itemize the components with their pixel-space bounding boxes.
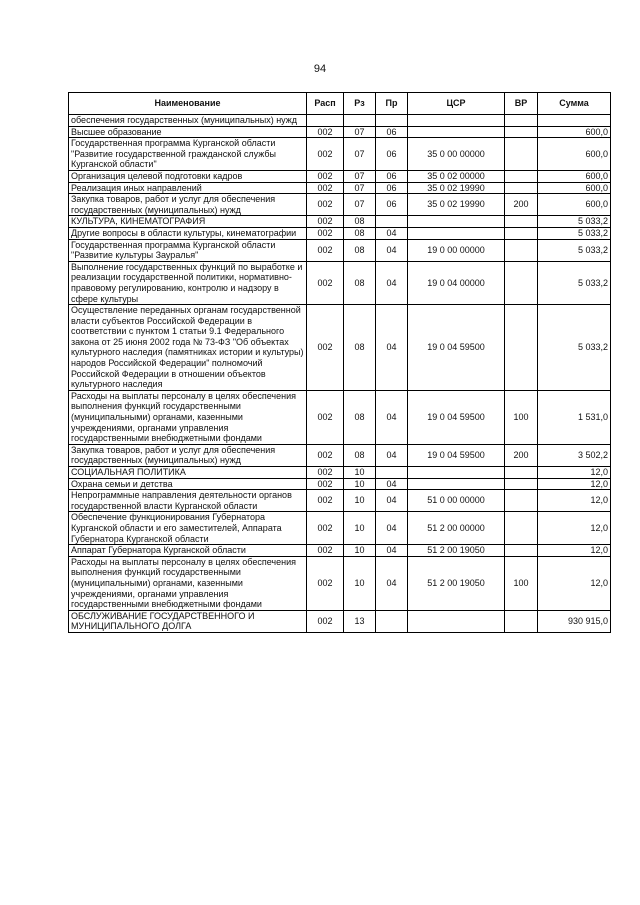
row-csr: 51 2 00 19050: [408, 545, 505, 557]
row-pr: 06: [376, 126, 408, 138]
header-rasp: Расп: [307, 93, 344, 115]
row-csr: [408, 126, 505, 138]
row-vr: [505, 305, 538, 391]
row-sum: 12,0: [538, 467, 611, 479]
row-csr: 51 2 00 00000: [408, 512, 505, 545]
row-rz: 08: [344, 444, 376, 466]
row-pr: 06: [376, 170, 408, 182]
row-name: Закупка товаров, работ и услуг для обеспечения государственных (муниципальных) нужд: [69, 444, 307, 466]
table-row: [69, 512, 611, 545]
row-sum: 5 033,2: [538, 216, 611, 228]
row-rz: 07: [344, 138, 376, 171]
row-vr: [505, 478, 538, 490]
row-sum: 600,0: [538, 194, 611, 216]
row-vr: [505, 512, 538, 545]
row-vr: 100: [505, 390, 538, 444]
row-csr: 35 0 00 00000: [408, 138, 505, 171]
row-name: Другие вопросы в области культуры, кинематографии: [69, 227, 307, 239]
header-rz: Рз: [344, 93, 376, 115]
row-pr: 04: [376, 545, 408, 557]
row-rz: 13: [344, 610, 376, 632]
row-rasp: 002: [307, 261, 344, 304]
row-rasp: 002: [307, 194, 344, 216]
row-name: Расходы на выплаты персоналу в целях обеспечения выполнения функций государственными (муниципальными) органами, казенными учреждениями, органами управления государственными внебюджетными фондами: [69, 556, 307, 610]
row-sum: 930 915,0: [538, 610, 611, 632]
row-rasp: 002: [307, 490, 344, 512]
row-rz: 08: [344, 216, 376, 228]
table-row: [69, 138, 611, 171]
row-name: ОБСЛУЖИВАНИЕ ГОСУДАРСТВЕННОГО И МУНИЦИПАЛЬНОГО ДОЛГА: [69, 610, 307, 632]
row-sum: 12,0: [538, 556, 611, 610]
row-name: Расходы на выплаты персоналу в целях обеспечения выполнения функций государственными (муниципальными) органами, казенными учреждениями, органами управления государственными внебюджетными фондами: [69, 390, 307, 444]
row-rasp: 002: [307, 512, 344, 545]
row-rz: 08: [344, 239, 376, 261]
table-row: [69, 115, 611, 127]
row-sum: 12,0: [538, 490, 611, 512]
table-row: [69, 444, 611, 466]
row-name: Закупка товаров, работ и услуг для обеспечения государственных (муниципальных) нужд: [69, 194, 307, 216]
row-rasp: 002: [307, 444, 344, 466]
row-csr: 51 2 00 19050: [408, 556, 505, 610]
header-vr: ВР: [505, 93, 538, 115]
row-rz: 10: [344, 478, 376, 490]
row-vr: 200: [505, 194, 538, 216]
row-rasp: 002: [307, 126, 344, 138]
row-rasp: 002: [307, 305, 344, 391]
table-row: [69, 390, 611, 444]
table-row: [69, 556, 611, 610]
table-row: [69, 545, 611, 557]
row-rasp: 002: [307, 216, 344, 228]
table-header-row: [69, 93, 611, 115]
row-csr: 35 0 02 19990: [408, 182, 505, 194]
row-sum: 600,0: [538, 138, 611, 171]
row-name: Аппарат Губернатора Курганской области: [69, 545, 307, 557]
row-csr: [408, 216, 505, 228]
row-sum: 12,0: [538, 545, 611, 557]
row-rz: 10: [344, 512, 376, 545]
table-row: [69, 467, 611, 479]
row-name: Выполнение государственных функций по выработке и реализации государственной политики, нормативно-правовому регулированию, контролю и надзору в сфере культуры: [69, 261, 307, 304]
row-csr: 19 0 04 59500: [408, 444, 505, 466]
row-pr: 04: [376, 261, 408, 304]
row-rz: 10: [344, 556, 376, 610]
row-pr: 04: [376, 556, 408, 610]
table-row: [69, 126, 611, 138]
row-name: Организация целевой подготовки кадров: [69, 170, 307, 182]
row-rz: [344, 115, 376, 127]
row-pr: 06: [376, 182, 408, 194]
budget-table: [68, 92, 611, 633]
row-rasp: 002: [307, 556, 344, 610]
row-vr: [505, 545, 538, 557]
row-rasp: 002: [307, 545, 344, 557]
row-rz: 10: [344, 467, 376, 479]
row-rasp: 002: [307, 138, 344, 171]
row-rasp: 002: [307, 610, 344, 632]
row-vr: [505, 227, 538, 239]
row-name: Высшее образование: [69, 126, 307, 138]
row-rasp: 002: [307, 182, 344, 194]
row-pr: 06: [376, 194, 408, 216]
table-row: [69, 261, 611, 304]
row-pr: [376, 467, 408, 479]
table-row: [69, 227, 611, 239]
row-name: КУЛЬТУРА, КИНЕМАТОГРАФИЯ: [69, 216, 307, 228]
row-csr: [408, 610, 505, 632]
row-rasp: [307, 115, 344, 127]
row-sum: 1 531,0: [538, 390, 611, 444]
row-pr: 04: [376, 239, 408, 261]
row-vr: [505, 115, 538, 127]
row-sum: 600,0: [538, 182, 611, 194]
table-row: [69, 490, 611, 512]
table-row: [69, 170, 611, 182]
row-sum: 3 502,2: [538, 444, 611, 466]
header-pr: Пр: [376, 93, 408, 115]
header-name: Наименование: [69, 93, 307, 115]
row-rasp: 002: [307, 478, 344, 490]
row-rz: 08: [344, 305, 376, 391]
row-rz: 08: [344, 390, 376, 444]
row-vr: [505, 182, 538, 194]
row-sum: 600,0: [538, 126, 611, 138]
row-sum: 600,0: [538, 170, 611, 182]
header-sum: Сумма: [538, 93, 611, 115]
row-csr: 19 0 04 59500: [408, 305, 505, 391]
row-csr: [408, 115, 505, 127]
row-pr: 06: [376, 138, 408, 171]
row-vr: [505, 126, 538, 138]
table-row: [69, 239, 611, 261]
row-sum: 5 033,2: [538, 305, 611, 391]
row-csr: [408, 227, 505, 239]
row-pr: [376, 610, 408, 632]
row-sum: 5 033,2: [538, 227, 611, 239]
row-csr: 19 0 04 59500: [408, 390, 505, 444]
row-name: Обеспечение функционирования Губернатора Курганской области и его заместителей, Аппарата Губернатора Курганской области: [69, 512, 307, 545]
row-rasp: 002: [307, 170, 344, 182]
row-vr: [505, 261, 538, 304]
row-name: Государственная программа Курганской области "Развитие государственной гражданской службы Курганской области": [69, 138, 307, 171]
row-rasp: 002: [307, 227, 344, 239]
row-pr: 04: [376, 444, 408, 466]
row-pr: [376, 115, 408, 127]
row-rz: 08: [344, 227, 376, 239]
row-vr: [505, 610, 538, 632]
header-csr: ЦСР: [408, 93, 505, 115]
row-rz: 10: [344, 545, 376, 557]
row-vr: [505, 490, 538, 512]
row-sum: [538, 115, 611, 127]
row-name: Осуществление переданных органам государственной власти субъектов Российской Федерации в соответствии с пунктом 1 статьи 9.1 Федерального закона от 25 июня 2002 года № 73-ФЗ "Об объектах культурного наследия (памятниках истории и культуры) народов Российской Федерации" полномочий Российской Федерации в отношении объектов культурного наследия: [69, 305, 307, 391]
row-vr: [505, 216, 538, 228]
row-csr: [408, 478, 505, 490]
row-csr: 35 0 02 19990: [408, 194, 505, 216]
table-row: [69, 194, 611, 216]
page-number: 94: [313, 63, 327, 75]
row-csr: [408, 467, 505, 479]
row-pr: [376, 216, 408, 228]
row-csr: 35 0 02 00000: [408, 170, 505, 182]
row-sum: 12,0: [538, 478, 611, 490]
row-rz: 07: [344, 194, 376, 216]
row-rz: 07: [344, 170, 376, 182]
row-pr: 04: [376, 390, 408, 444]
row-name: Реализация иных направлений: [69, 182, 307, 194]
table-row: [69, 610, 611, 632]
row-rz: 10: [344, 490, 376, 512]
row-pr: 04: [376, 227, 408, 239]
row-csr: 19 0 00 00000: [408, 239, 505, 261]
row-name: СОЦИАЛЬНАЯ ПОЛИТИКА: [69, 467, 307, 479]
table-row: [69, 182, 611, 194]
row-csr: 51 0 00 00000: [408, 490, 505, 512]
row-name: Государственная программа Курганской области "Развитие культуры Зауралья": [69, 239, 307, 261]
row-vr: [505, 170, 538, 182]
table-row: [69, 305, 611, 391]
row-sum: 12,0: [538, 512, 611, 545]
row-rz: 07: [344, 182, 376, 194]
row-csr: 19 0 04 00000: [408, 261, 505, 304]
row-sum: 5 033,2: [538, 239, 611, 261]
row-pr: 04: [376, 490, 408, 512]
row-pr: 04: [376, 305, 408, 391]
row-rz: 08: [344, 261, 376, 304]
row-vr: [505, 138, 538, 171]
row-pr: 04: [376, 478, 408, 490]
row-rasp: 002: [307, 239, 344, 261]
row-vr: 200: [505, 444, 538, 466]
row-name: Охрана семьи и детства: [69, 478, 307, 490]
row-sum: 5 033,2: [538, 261, 611, 304]
row-rz: 07: [344, 126, 376, 138]
row-rasp: 002: [307, 467, 344, 479]
row-vr: 100: [505, 556, 538, 610]
table-row: [69, 216, 611, 228]
row-name: обеспечения государственных (муниципальных) нужд: [69, 115, 307, 127]
table-row: [69, 478, 611, 490]
row-name: Непрограммные направления деятельности органов государственной власти Курганской области: [69, 490, 307, 512]
row-rasp: 002: [307, 390, 344, 444]
row-pr: 04: [376, 512, 408, 545]
row-vr: [505, 467, 538, 479]
row-vr: [505, 239, 538, 261]
